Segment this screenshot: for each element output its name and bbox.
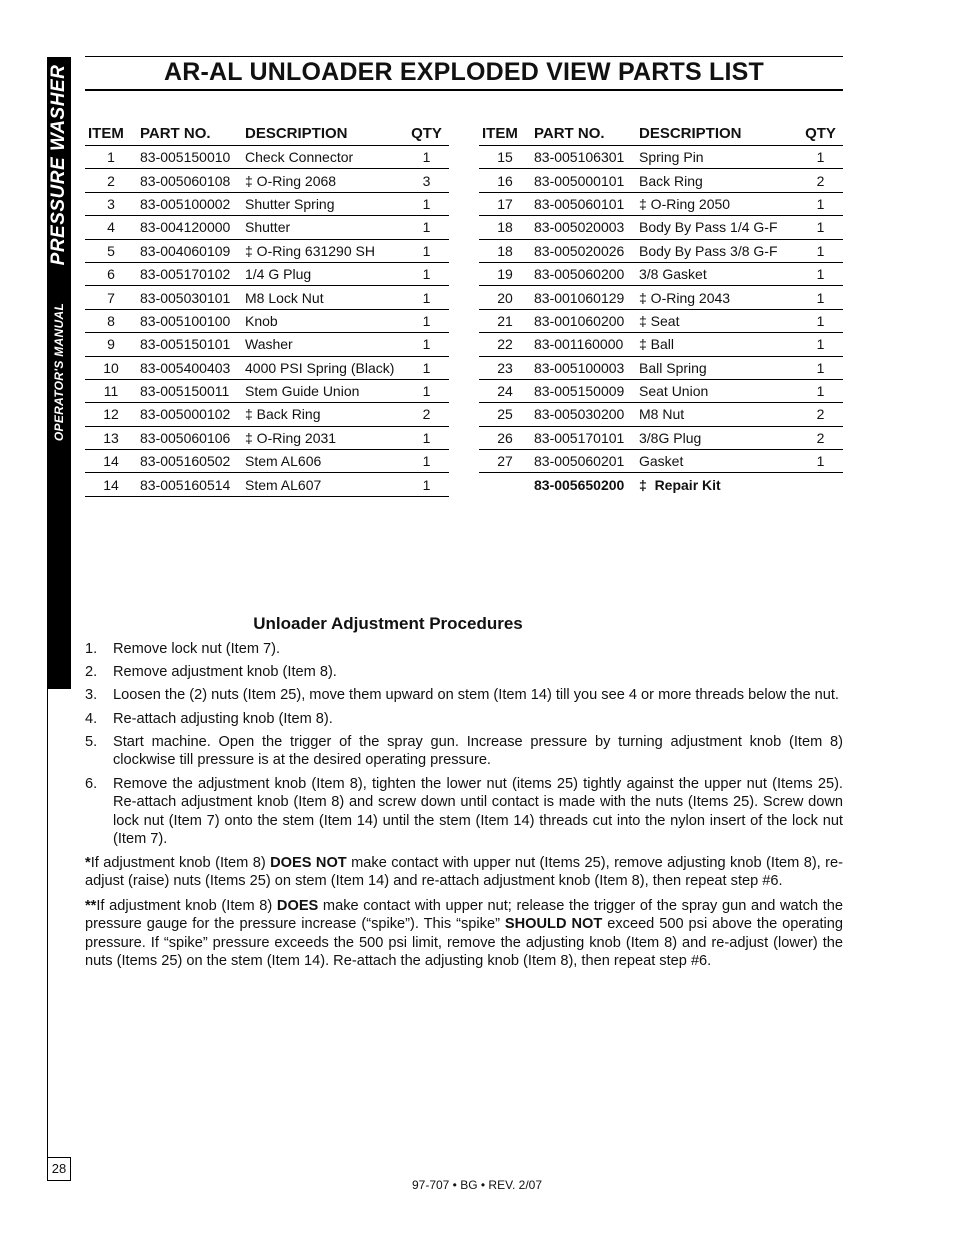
cell-description: 3/8 Gasket xyxy=(636,262,798,285)
header-part-no: PART NO. xyxy=(137,122,242,146)
cell-item: 8 xyxy=(85,309,137,332)
table-row xyxy=(479,426,843,449)
note-lead: If adjustment knob (Item 8) xyxy=(96,897,277,914)
cell-part-no: 83-005150010 xyxy=(137,146,242,169)
table-row xyxy=(85,450,449,473)
cell-item: 5 xyxy=(85,239,137,262)
cell-item xyxy=(479,473,531,496)
cell-qty: 1 xyxy=(404,239,449,262)
cell-description: 4000 PSI Spring (Black) xyxy=(242,356,404,379)
cell-part-no: 83-005060201 xyxy=(531,450,636,473)
cell-qty: 2 xyxy=(798,403,843,426)
cell-description: Body By Pass 1/4 G-F xyxy=(636,216,798,239)
cell-part-no: 83-005060101 xyxy=(531,192,636,215)
cell-part-no: 83-005020003 xyxy=(531,216,636,239)
cell-item: 22 xyxy=(479,333,531,356)
cell-description: 1/4 G Plug xyxy=(242,262,404,285)
cell-qty: 1 xyxy=(404,333,449,356)
cell-description: Knob xyxy=(242,309,404,332)
table-row xyxy=(85,169,449,192)
cell-item: 18 xyxy=(479,239,531,262)
cell-item: 23 xyxy=(479,356,531,379)
table-row xyxy=(85,216,449,239)
cell-item: 6 xyxy=(85,262,137,285)
table-row xyxy=(85,239,449,262)
cell-item: 12 xyxy=(85,403,137,426)
table-row xyxy=(479,333,843,356)
cell-description: ‡ O-Ring 2050 xyxy=(636,192,798,215)
table-row xyxy=(479,216,843,239)
repair-kit-description: ‡ Repair Kit xyxy=(639,476,721,493)
cell-qty: 1 xyxy=(798,450,843,473)
step-text: Start machine. Open the trigger of the spray gun. Increase pressure by turning adjustment knob (Item 8) clockwise till pressure is at the desired operating pressure. xyxy=(113,733,843,769)
side-manual-label xyxy=(47,287,71,457)
cell-part-no: 83-005060106 xyxy=(137,426,242,449)
cell-item: 10 xyxy=(85,356,137,379)
table-row xyxy=(479,450,843,473)
header-description: DESCRIPTION xyxy=(242,122,404,146)
table-row xyxy=(479,379,843,402)
table-row xyxy=(479,286,843,309)
table-row xyxy=(479,169,843,192)
header-description: DESCRIPTION xyxy=(636,122,798,146)
top-rule xyxy=(85,56,843,57)
cell-description: Washer xyxy=(242,333,404,356)
cell-qty: 1 xyxy=(798,146,843,169)
cell-item: 20 xyxy=(479,286,531,309)
note-rest: make contact with upper nut (Items 25), remove adjusting knob (Item 8), re-adjust (raise) nuts (Items 25) on stem (Item 14) and re-attach adjustment knob (Item 8), then repeat step #6. xyxy=(85,854,843,890)
table-row xyxy=(85,192,449,215)
cell-qty: 1 xyxy=(404,473,449,496)
cell-description: Shutter xyxy=(242,216,404,239)
cell-part-no: 83-001160000 xyxy=(531,333,636,356)
cell-qty: 1 xyxy=(798,379,843,402)
table-row xyxy=(85,262,449,285)
cell-description: ‡ O-Ring 2043 xyxy=(636,286,798,309)
cell-item: 25 xyxy=(479,403,531,426)
cell-part-no: 83-004120000 xyxy=(137,216,242,239)
cell-item: 14 xyxy=(85,450,137,473)
cell-part-no: 83-005030200 xyxy=(531,403,636,426)
header-qty: QTY xyxy=(404,122,449,146)
cell-part-no: 83-005160514 xyxy=(137,473,242,496)
procedure-steps xyxy=(85,640,843,849)
cell-qty: 1 xyxy=(798,309,843,332)
step-number: 2. xyxy=(85,664,98,681)
cell-description: Stem AL606 xyxy=(242,450,404,473)
cell-description: M8 Nut xyxy=(636,403,798,426)
cell-description: ‡ O-Ring 2068 xyxy=(242,169,404,192)
table-row xyxy=(85,286,449,309)
parts-table-left xyxy=(85,122,449,497)
cell-part-no: 83-005060108 xyxy=(137,169,242,192)
step-number: 1. xyxy=(85,641,98,657)
cell-description: Spring Pin xyxy=(636,146,798,169)
cell-item: 14 xyxy=(85,473,137,496)
procedures-body xyxy=(85,640,843,977)
cell-description: Stem AL607 xyxy=(242,473,404,496)
cell-description: 3/8G Plug xyxy=(636,426,798,449)
note-mark: ** xyxy=(85,897,97,914)
cell-item: 21 xyxy=(479,309,531,332)
step-text: Remove lock nut (Item 7). xyxy=(113,641,281,657)
side-tab xyxy=(47,57,71,689)
cell-qty: 1 xyxy=(404,309,449,332)
cell-qty: 3 xyxy=(404,169,449,192)
cell-qty: 1 xyxy=(798,216,843,239)
header-qty: QTY xyxy=(798,122,843,146)
cell-part-no: 83-001060200 xyxy=(531,309,636,332)
step-number: 5. xyxy=(85,733,98,750)
cell-item: 2 xyxy=(85,169,137,192)
cell-part-no: 83-005100002 xyxy=(137,192,242,215)
parts-table-right xyxy=(479,122,843,496)
cell-qty xyxy=(798,473,843,496)
note-mark: * xyxy=(85,854,91,871)
table-row xyxy=(479,192,843,215)
procedure-step xyxy=(85,733,843,770)
step-number: 4. xyxy=(85,710,98,727)
note-does xyxy=(85,897,843,971)
cell-qty: 1 xyxy=(404,450,449,473)
note-rest: exceed 500 psi above the operating pressure. If “spike” pressure exceeds the 500 psi limit, remove the adjusting knob (Item 8) and re-adjust (lower) the nuts (Items 25) on the stem (Item 14). Re-attach the adjusting knob (Item 8), then repeat step #6. xyxy=(85,916,843,970)
footer: 97-707 • BG • REV. 2/07 xyxy=(411,1178,543,1192)
cell-description: ‡ Back Ring xyxy=(242,403,404,426)
page-title: AR-AL UNLOADER EXPLODED VIEW PARTS LIST xyxy=(164,58,764,86)
step-text: Remove adjustment knob (Item 8). xyxy=(113,664,337,681)
cell-qty: 1 xyxy=(404,262,449,285)
cell-item: 15 xyxy=(479,146,531,169)
table-row xyxy=(479,262,843,285)
procedure-step xyxy=(85,663,843,682)
cell-description: Ball Spring xyxy=(636,356,798,379)
cell-item: 13 xyxy=(85,426,137,449)
table-row xyxy=(85,146,449,169)
procedure-step xyxy=(85,686,843,705)
cell-part-no: 83-005160502 xyxy=(137,450,242,473)
cell-description: ‡ Ball xyxy=(636,333,798,356)
repair-kit-row xyxy=(479,473,843,496)
table-row xyxy=(479,403,843,426)
cell-item: 16 xyxy=(479,169,531,192)
cell-description: Back Ring xyxy=(636,169,798,192)
cell-part-no: 83-005100003 xyxy=(531,356,636,379)
page-number: 28 xyxy=(47,1157,71,1181)
cell-description: Check Connector xyxy=(242,146,404,169)
cell-qty: 1 xyxy=(404,426,449,449)
cell-part-no: 83-005000102 xyxy=(137,403,242,426)
cell-item: 18 xyxy=(479,216,531,239)
cell-description: ‡ O-Ring 631290 SH xyxy=(242,239,404,262)
header-part-no: PART NO. xyxy=(531,122,636,146)
cell-item: 17 xyxy=(479,192,531,215)
step-text: Loosen the (2) nuts (Item 25), move them upward on stem (Item 14) till you see 4 or more threads below the nut. xyxy=(113,687,839,704)
cell-part-no: 83-005020026 xyxy=(531,239,636,262)
cell-item: 3 xyxy=(85,192,137,215)
cell-item: 4 xyxy=(85,216,137,239)
table-header-row xyxy=(85,122,449,146)
cell-qty: 1 xyxy=(404,146,449,169)
note-does-not xyxy=(85,854,843,891)
cell-part-no: 83-005030101 xyxy=(137,286,242,309)
cell-part-no: 83-005170101 xyxy=(531,426,636,449)
cell-part-no: 83-001060129 xyxy=(531,286,636,309)
cell-qty: 1 xyxy=(404,192,449,215)
cell-part-no: 83-005060200 xyxy=(531,262,636,285)
cell-description: ‡ O-Ring 2031 xyxy=(242,426,404,449)
cell-description: Stem Guide Union xyxy=(242,379,404,402)
note-bold-2: SHOULD NOT xyxy=(504,916,603,933)
procedure-step xyxy=(85,640,843,659)
table-row xyxy=(85,356,449,379)
procedure-step xyxy=(85,710,843,729)
table-row xyxy=(85,403,449,426)
step-number: 6. xyxy=(85,775,98,792)
procedures-title: Unloader Adjustment Procedures xyxy=(253,614,523,633)
cell-qty: 1 xyxy=(404,216,449,239)
cell-part-no: 83-005400403 xyxy=(137,356,242,379)
table-row xyxy=(85,309,449,332)
side-section-title-text: PRESSURE WASHER xyxy=(48,64,69,266)
table-row xyxy=(479,309,843,332)
cell-description: Seat Union xyxy=(636,379,798,402)
side-section-title xyxy=(47,64,71,266)
cell-qty: 2 xyxy=(798,426,843,449)
cell-part-no: 83-005150101 xyxy=(137,333,242,356)
cell-item: 27 xyxy=(479,450,531,473)
table-row xyxy=(85,426,449,449)
cell-item: 9 xyxy=(85,333,137,356)
cell-qty: 1 xyxy=(404,379,449,402)
cell-qty: 1 xyxy=(798,262,843,285)
cell-part-no: 83-005150009 xyxy=(531,379,636,402)
cell-item: 7 xyxy=(85,286,137,309)
cell-qty: 1 xyxy=(798,239,843,262)
cell-item: 1 xyxy=(85,146,137,169)
table-row xyxy=(85,333,449,356)
table-row xyxy=(479,239,843,262)
table-header-row xyxy=(479,122,843,146)
note-bold: DOES xyxy=(276,897,319,914)
note-bold: DOES NOT xyxy=(270,854,347,871)
cell-item: 24 xyxy=(479,379,531,402)
title-rule xyxy=(85,89,843,91)
cell-item: 11 xyxy=(85,379,137,402)
cell-description: Body By Pass 3/8 G-F xyxy=(636,239,798,262)
cell-description: Shutter Spring xyxy=(242,192,404,215)
side-manual-label-text: OPERATOR'S MANUAL xyxy=(52,302,66,442)
cell-description: M8 Lock Nut xyxy=(242,286,404,309)
cell-description: ‡ Seat xyxy=(636,309,798,332)
cell-qty: 1 xyxy=(404,286,449,309)
step-text: Re-attach adjusting knob (Item 8). xyxy=(113,710,333,727)
cell-qty: 1 xyxy=(798,192,843,215)
table-row xyxy=(479,146,843,169)
cell-qty: 2 xyxy=(404,403,449,426)
cell-item: 26 xyxy=(479,426,531,449)
cell-part-no: 83-005100100 xyxy=(137,309,242,332)
header-item: ITEM xyxy=(479,122,531,146)
header-item: ITEM xyxy=(85,122,137,146)
cell-qty: 1 xyxy=(798,356,843,379)
note-lead: If adjustment knob (Item 8) xyxy=(90,854,271,871)
cell-qty: 2 xyxy=(798,169,843,192)
cell-qty: 1 xyxy=(798,286,843,309)
cell-qty: 1 xyxy=(404,356,449,379)
cell-part-no: 83-005150011 xyxy=(137,379,242,402)
cell-part-no: 83-005000101 xyxy=(531,169,636,192)
cell-part-no: 83-004060109 xyxy=(137,239,242,262)
cell-item: 19 xyxy=(479,262,531,285)
table-row xyxy=(85,379,449,402)
cell-description: Gasket xyxy=(636,450,798,473)
step-text: Remove the adjustment knob (Item 8), tighten the lower nut (items 25) tightly against the upper nut (Items 25). Re-attach adjustment knob (Item 8) and screw down until contact is made with the nuts (Items 25). Screw down lock nut (Item 7) onto the stem (Item 14) until the stem (Item 14) threads cut into the nylon insert of the lock nut (Item 7). xyxy=(113,775,843,848)
cell-qty: 1 xyxy=(798,333,843,356)
table-row xyxy=(479,356,843,379)
cell-part-no: 83-005106301 xyxy=(531,146,636,169)
side-rule xyxy=(47,689,48,1181)
cell-part-no: 83-005170102 xyxy=(137,262,242,285)
table-row xyxy=(85,473,449,496)
note-mid: make contact with upper nut; release the trigger of the spray gun and watch the pressure gauge for the pressure increase (“spike”). This “spike” xyxy=(85,897,843,933)
procedure-step xyxy=(85,775,843,849)
repair-kit-part-no: 83-005650200 xyxy=(534,476,625,493)
step-number: 3. xyxy=(85,687,98,704)
